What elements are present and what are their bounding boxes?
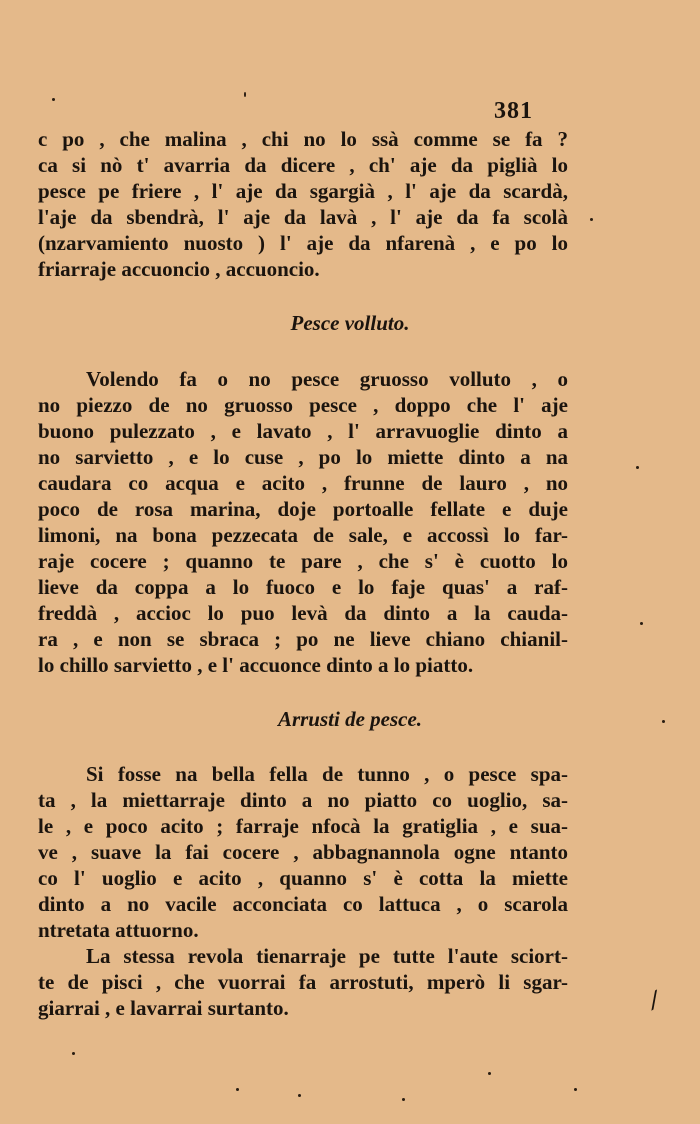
text-line: lieve da coppa a lo fuoco e lo faje quas' a raf- — [38, 575, 568, 599]
text-line: Si fosse na bella fella de tunno , o pesce spa- — [86, 762, 568, 786]
text-line: poco de rosa marina, doje portoalle fellate e duje — [38, 497, 568, 521]
text-line: no piezzo de no gruosso pesce , doppo che l' aje — [38, 393, 568, 417]
text-line: ntretata attuorno. — [38, 918, 199, 942]
intro-paragraph — [38, 126, 568, 282]
text-line: (nzarvamiento nuosto ) l' aje da nfarenà , e po lo — [38, 231, 568, 255]
text-line: ta , la miettarraje dinto a no piatto co uoglio, sa- — [38, 788, 568, 812]
text-line: co l' uoglio e acito , quanno s' è cotta la miette — [38, 866, 568, 890]
text-line: buono pulezzato , e lavato , l' arravuoglie dinto a — [38, 419, 568, 443]
text-line: le , e poco acito ; farraje nfocà la gratiglia , e sua- — [38, 814, 568, 838]
text-line: c po , che malina , chi no lo ssà comme se fa ? — [38, 127, 568, 151]
text-line: dinto a no vacile acconciata co lattuca , o scarola — [38, 892, 568, 916]
scan-speck — [662, 720, 665, 723]
scan-speck — [236, 1088, 239, 1091]
text-line: giarrai , e lavarrai surtanto. — [38, 996, 289, 1020]
section-paragraph-pesce-volluto — [38, 366, 568, 678]
text-line: l'aje da sbendrà, l' aje da lavà , l' aje da fa scolà — [38, 205, 568, 229]
text-line: La stessa revola tienarraje pe tutte l'aute sciort- — [86, 944, 568, 968]
text-line: no sarvietto , e lo cuse , po lo miette dinto a na — [38, 445, 568, 469]
text-line: ra , e non se sbraca ; po ne lieve chiano chianil- — [38, 627, 568, 651]
section-title-arrusti-de-pesce: Arrusti de pesce. — [277, 707, 423, 731]
scan-speck — [402, 1098, 405, 1101]
text-line: lo chillo sarvietto , e l' accuonce dinto a lo piatto. — [38, 653, 474, 677]
scan-speck — [72, 1052, 75, 1055]
text-line: freddà , accioc lo puo levà da dinto a la cauda- — [38, 601, 568, 625]
scan-speck — [244, 92, 246, 97]
scan-mark: ⟋ — [643, 988, 667, 1015]
text-line: caudara co acqua e acito , frunne de lauro , no — [38, 471, 568, 495]
scan-speck — [636, 466, 639, 469]
text-line: raje cocere ; quanno te pare , che s' è cuotto lo — [38, 549, 568, 573]
page-number: 381 — [494, 98, 533, 124]
scan-speck — [590, 218, 593, 221]
scan-speck — [488, 1072, 491, 1075]
text-line: te de pisci , che vuorrai fa arrostuti, mperò li sgar- — [38, 970, 568, 994]
text-line: pesce pe friere , l' aje da sgargià , l' aje da scardà, — [38, 179, 568, 203]
scan-speck — [640, 622, 643, 625]
text-line: Volendo fa o no pesce gruosso volluto , o — [86, 367, 568, 391]
text-line: friarraje accuoncio , accuoncio. — [38, 257, 320, 281]
section-title-pesce-volluto: Pesce volluto. — [290, 311, 410, 335]
text-line: ve , suave la fai cocere , abbagnannola ogne ntanto — [38, 840, 568, 864]
text-line: ca si nò t' avarria da dicere , ch' aje da piglià lo — [38, 153, 568, 177]
section-paragraph-arrusti-de-pesce — [38, 761, 568, 1021]
text-line: limoni, na bona pezzecata de sale, e accossì lo far- — [38, 523, 568, 547]
scan-speck — [298, 1094, 301, 1097]
scan-speck — [52, 98, 55, 101]
scan-speck — [574, 1088, 577, 1091]
